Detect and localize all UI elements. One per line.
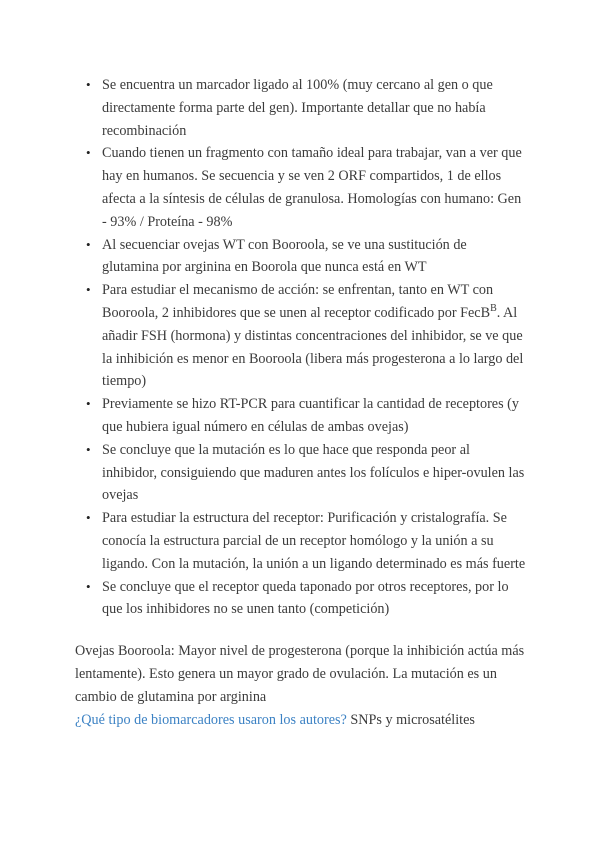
- list-item-text: Para estudiar el mecanismo de acción: se enfrentan, tanto en WT con Booroola, 2 inhibidores que se unen al receptor codificado por FecB: [102, 282, 494, 321]
- list-item-text: Se concluye que el receptor queda taponado por otros receptores, por lo que los inhibidores no se unen tanto (competición): [102, 578, 509, 618]
- list-item: [86, 439, 526, 507]
- list-item: [86, 507, 526, 575]
- bullet-icon: •: [86, 510, 91, 526]
- list-item-text: Cuando tienen un fragmento con tamaño ideal para trabajar, van a ver que hay en humanos. Se secuencia y se ven 2 ORF compartidos, 1 de ellos afecta a la síntesis de células de granulosa. Homologías con humano: Gen - 93% / Proteína - 98%: [102, 145, 522, 230]
- list-item: [86, 393, 526, 439]
- list-item: [86, 234, 526, 280]
- list-item-text: Se concluye que la mutación es lo que hace que responda peor al inhibidor, consiguiendo que maduren antes los folículos e hiper-ovulen las ovejas: [102, 441, 525, 504]
- bullet-icon: •: [86, 282, 91, 298]
- superscript: B: [490, 302, 497, 314]
- bullet-list: [86, 74, 526, 621]
- list-item-text: Para estudiar la estructura del receptor: Purificación y cristalografía. Se conocía la estructura parcial de un receptor homólogo y la unión a su ligando. Con la mutación, la unión a un ligando determinado es más fuerte: [102, 510, 526, 572]
- list-item-text: Al secuenciar ovejas WT con Booroola, se ve una sustitución de glutamina por arginina en Boorola que nunca está en WT: [102, 236, 467, 276]
- bullet-icon: •: [86, 396, 91, 412]
- list-item-text: Se encuentra un marcador ligado al 100% (muy cercano al gen o que directamente forma parte del gen). Importante detallar que no había recombinación: [102, 77, 493, 139]
- list-item: [86, 279, 526, 393]
- question-paragraph: [75, 709, 535, 732]
- bullet-icon: •: [86, 77, 91, 92]
- question-answer: SNPs y microsatélites: [346, 712, 475, 728]
- list-item: [86, 576, 526, 622]
- list-item: [86, 74, 526, 142]
- list-item-text: Previamente se hizo RT-PCR para cuantificar la cantidad de receptores (y que hubiera igual número en células de ambas ovejas): [102, 396, 519, 435]
- bullet-icon: •: [86, 578, 91, 594]
- list-item-text: . Al añadir FSH (hormona) y distintas concentraciones del inhibidor, se ve que la inhibición es menor en Booroola (libera más progesterona a lo largo del tiempo): [102, 304, 524, 390]
- bullet-icon: •: [86, 441, 91, 457]
- summary-paragraph: Ovejas Booroola: Mayor nivel de progesterona (porque la inhibición actúa más lentamente). Esto genera un mayor grado de ovulación. La mutación es un cambio de glutamina por arginina: [75, 643, 525, 705]
- bullet-icon: •: [86, 236, 91, 252]
- question-link[interactable]: ¿Qué tipo de biomarcadores usaron los autores?: [75, 712, 347, 728]
- bullet-icon: •: [86, 145, 91, 161]
- list-item: [86, 142, 526, 233]
